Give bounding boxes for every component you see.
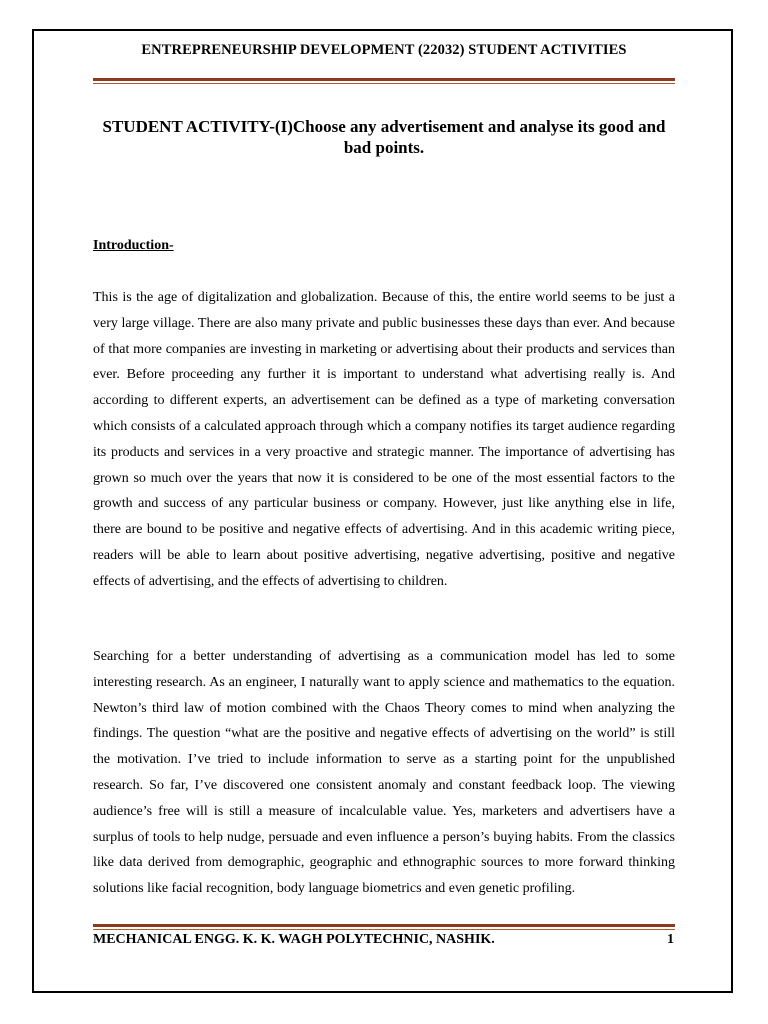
paragraph: Searching for a better understanding of advertising as a communication model has led to some interesting research. As an engineer, I naturally want to apply science and mathematics to the equation. Newton’s third law of motion combined with the Chaos Theory comes to mind when analyzing the findings. The question “what are the positive and negative effects of advertising on the world” is still the motivation. I’ve tried to include information to serve as a starting point for the unpublished research. So far, I’ve discovered one consistent anomaly and constant feedback loop. The viewing audience’s free will is still a measure of incalculable value. Yes, marketers and advertisers have a surplus of tools to help nudge, persuade and even influence a person’s buying habits. From the classics like data derived from demographic, geographic and ethnographic sources to more forward thinking solutions like facial recognition, body language biometrics and even genetic profiling. — [93, 649, 675, 897]
footer-institution: MECHANICAL ENGG. K. K. WAGH POLYTECHNIC, NASHIK. — [93, 932, 495, 947]
footer-divider — [93, 924, 675, 930]
header-divider — [93, 78, 675, 84]
page-number: 1 — [667, 932, 674, 947]
page-header-title: ENTREPRENEURSHIP DEVELOPMENT (22032) STUDENT ACTIVITIES — [141, 42, 627, 58]
paragraph: This is the age of digitalization and globalization. Because of this, the entire world seems to be just a very large village. There are also many private and public businesses these days than ever. And because of that more companies are investing in marketing or advertising about their products and services than ever. Before proceeding any further it is important to understand what advertising really is. And according to different experts, an advertisement can be defined as a type of marketing conversation which consists of a calculated approach through which a company notifies its target audience regarding its products and services in a very proactive and strategic manner. The importance of advertising has grown so much over the years that now it is considered to be one of the most essential factors to the growth and success of any particular business or company. However, just like anything else in life, there are bound to be positive and negative effects of advertising. And in this academic writing piece, readers will be able to learn about positive advertising, negative advertising, positive and negative effects of advertising, and the effects of advertising to children. — [93, 290, 675, 589]
introduction-heading: Introduction- — [93, 238, 174, 253]
activity-title: STUDENT ACTIVITY-(I)Choose any advertisement and analyse its good and bad points. — [102, 117, 666, 157]
